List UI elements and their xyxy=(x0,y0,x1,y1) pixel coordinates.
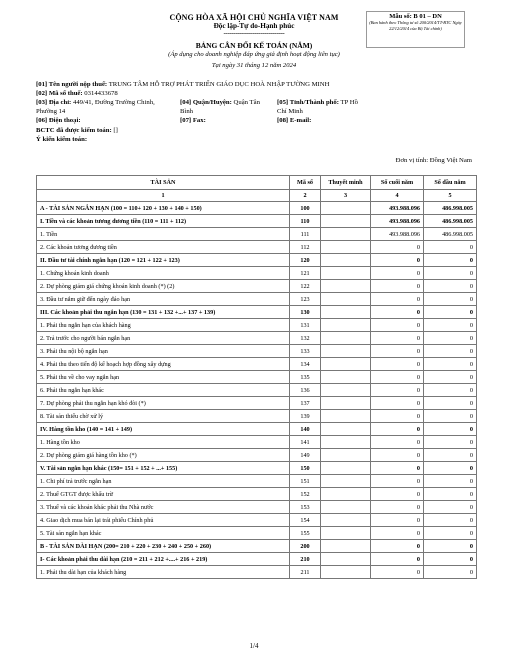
district-value: Quận Tân xyxy=(233,99,260,106)
col-header-asset: TÀI SẢN xyxy=(37,176,290,190)
table-row xyxy=(37,501,477,514)
table-row xyxy=(37,345,477,358)
row-note xyxy=(321,241,371,254)
balance-sheet-table xyxy=(36,175,477,579)
row-name: 3. Đầu tư nắm giữ đến ngày đáo hạn xyxy=(37,293,290,306)
table-row xyxy=(37,566,477,579)
motto: Độc lập-Tự do-Hạnh phúc xyxy=(213,22,295,30)
table-row xyxy=(37,267,477,280)
row-code: 110 xyxy=(290,215,321,228)
row-note xyxy=(321,475,371,488)
row-start-value: 0 xyxy=(424,267,477,280)
email-label: [08] E-mail: xyxy=(277,117,312,124)
row-start-value: 0 xyxy=(424,319,477,332)
row-start-value: 0 xyxy=(424,449,477,462)
row-note xyxy=(321,514,371,527)
row-code: 100 xyxy=(290,202,321,215)
row-start-value: 0 xyxy=(424,423,477,436)
row-start-value: 0 xyxy=(424,436,477,449)
row-end-value: 0 xyxy=(371,384,424,397)
row-name: 2. Thuế GTGT được khấu trừ xyxy=(37,488,290,501)
table-row xyxy=(37,228,477,241)
row-code: 120 xyxy=(290,254,321,267)
row-start-value: 0 xyxy=(424,358,477,371)
taxpayer-name: TRUNG TÂM HỖ TRỢ PHÁT TRIỂN GIÁO DỤC HOÀ NHẬP TƯỜNG MINH xyxy=(108,81,330,88)
table-header-row xyxy=(37,176,477,190)
row-end-value: 0 xyxy=(371,332,424,345)
form-note: (Ban hành theo Thông tư số 200/2014/TT-BTC Ngày 22/12/2014 của Bộ Tài chính) xyxy=(369,20,462,32)
row-start-value: 0 xyxy=(424,293,477,306)
address-line xyxy=(36,99,155,108)
row-name: 1. Chứng khoán kinh doanh xyxy=(37,267,290,280)
table-row xyxy=(37,449,477,462)
row-note xyxy=(321,462,371,475)
row-name: 1. Phải thu dài hạn của khách hàng xyxy=(37,566,290,579)
row-code: 122 xyxy=(290,280,321,293)
table-row xyxy=(37,319,477,332)
col-number: 2 xyxy=(290,190,321,202)
row-end-value: 0 xyxy=(371,319,424,332)
row-code: 134 xyxy=(290,358,321,371)
row-code: 112 xyxy=(290,241,321,254)
row-code: 149 xyxy=(290,449,321,462)
phone-line xyxy=(36,117,81,126)
row-note xyxy=(321,501,371,514)
row-note xyxy=(321,306,371,319)
row-note xyxy=(321,202,371,215)
row-code: 140 xyxy=(290,423,321,436)
row-note xyxy=(321,488,371,501)
row-start-value: 486.998.005 xyxy=(424,215,477,228)
table-row xyxy=(37,462,477,475)
row-name: 1. Phải thu ngắn hạn của khách hàng xyxy=(37,319,290,332)
row-code: 153 xyxy=(290,501,321,514)
fax-line xyxy=(180,117,206,126)
table-row xyxy=(37,436,477,449)
row-start-value: 0 xyxy=(424,371,477,384)
table-row xyxy=(37,540,477,553)
row-name: 8. Tài sản thiếu chờ xử lý xyxy=(37,410,290,423)
table-row xyxy=(37,553,477,566)
row-start-value: 0 xyxy=(424,332,477,345)
row-code: 130 xyxy=(290,306,321,319)
row-start-value: 0 xyxy=(424,397,477,410)
table-row xyxy=(37,202,477,215)
table-row xyxy=(37,215,477,228)
table-row xyxy=(37,514,477,527)
row-code: 210 xyxy=(290,553,321,566)
document-title: BẢNG CÂN ĐỐI KẾ TOÁN (NĂM) xyxy=(195,41,313,50)
page-indicator: 1/4 xyxy=(249,642,259,650)
row-note xyxy=(321,293,371,306)
col-header-code: Mã số xyxy=(290,176,321,190)
district-line xyxy=(180,99,260,108)
row-start-value: 0 xyxy=(424,384,477,397)
row-end-value: 0 xyxy=(371,553,424,566)
row-name: 1. Chi phí trả trước ngắn hạn xyxy=(37,475,290,488)
province-label: [05] Tỉnh/Thành phố: xyxy=(277,99,339,106)
district-line-2: Bình xyxy=(180,108,194,115)
row-name: 5. Phải thu về cho vay ngắn hạn xyxy=(37,371,290,384)
row-end-value: 0 xyxy=(371,293,424,306)
col-number: 1 xyxy=(37,190,290,202)
row-start-value: 0 xyxy=(424,488,477,501)
audited-label: BCTC đã được kiểm toán: xyxy=(36,127,112,134)
row-note xyxy=(321,228,371,241)
row-name: 4. Phải thu theo tiến độ kế hoạch hợp đồng xây dựng xyxy=(37,358,290,371)
audited-line xyxy=(36,127,118,136)
row-start-value: 0 xyxy=(424,540,477,553)
row-code: 150 xyxy=(290,462,321,475)
taxcode-value: 0314433678 xyxy=(84,90,118,97)
row-code: 200 xyxy=(290,540,321,553)
province-value: TP Hồ xyxy=(340,99,358,106)
taxcode-line xyxy=(36,90,118,99)
row-start-value: 0 xyxy=(424,241,477,254)
row-end-value: 0 xyxy=(371,371,424,384)
row-start-value: 0 xyxy=(424,462,477,475)
table-row xyxy=(37,306,477,319)
row-note xyxy=(321,566,371,579)
document-subtitle: (Áp dụng cho doanh nghiệp đáp ứng giả định hoạt động liên tục) xyxy=(168,51,340,58)
row-end-value: 493.988.096 xyxy=(371,202,424,215)
column-number-row xyxy=(37,190,477,202)
row-note xyxy=(321,267,371,280)
fax-label: [07] Fax: xyxy=(180,117,206,124)
table-row xyxy=(37,280,477,293)
row-start-value: 0 xyxy=(424,475,477,488)
email-line xyxy=(277,117,311,126)
opinion-label: Ý kiến kiểm toán: xyxy=(36,136,88,143)
row-note xyxy=(321,371,371,384)
row-name: 4. Giao dịch mua bán lại trái phiếu Chính phủ xyxy=(37,514,290,527)
table-row xyxy=(37,241,477,254)
republic-heading: CỘNG HÒA XÃ HỘI CHỦ NGHĨA VIỆT NAM xyxy=(169,13,339,22)
taxpayer-label: [01] Tên người nộp thuế: xyxy=(36,81,108,88)
row-note xyxy=(321,449,371,462)
row-code: 211 xyxy=(290,566,321,579)
row-note xyxy=(321,319,371,332)
row-end-value: 0 xyxy=(371,475,424,488)
col-number: 5 xyxy=(424,190,477,202)
table-row xyxy=(37,527,477,540)
col-header-note: Thuyết minh xyxy=(321,176,371,190)
row-code: 131 xyxy=(290,319,321,332)
row-name: 3. Phải thu nội bộ ngắn hạn xyxy=(37,345,290,358)
row-name: V. Tài sản ngắn hạn khác (150= 151 + 152 + ...+ 155) xyxy=(37,462,290,475)
row-name: I- Các khoản phải thu dài hạn (210 = 211 + 212 +....+ 216 + 219) xyxy=(37,553,290,566)
col-number: 4 xyxy=(371,190,424,202)
row-note xyxy=(321,345,371,358)
table-row xyxy=(37,293,477,306)
row-end-value: 0 xyxy=(371,540,424,553)
table-row xyxy=(37,371,477,384)
row-code: 111 xyxy=(290,228,321,241)
row-end-value: 0 xyxy=(371,280,424,293)
table-row xyxy=(37,475,477,488)
row-code: 123 xyxy=(290,293,321,306)
table-row xyxy=(37,397,477,410)
row-name: 2. Trả trước cho người bán ngắn hạn xyxy=(37,332,290,345)
row-code: 136 xyxy=(290,384,321,397)
row-end-value: 0 xyxy=(371,449,424,462)
province-line-2: Chí Minh xyxy=(277,108,303,115)
row-code: 154 xyxy=(290,514,321,527)
row-name: 6. Phải thu ngắn hạn khác xyxy=(37,384,290,397)
taxcode-label: [02] Mã số thuế: xyxy=(36,90,83,97)
row-code: 152 xyxy=(290,488,321,501)
row-note xyxy=(321,397,371,410)
row-start-value: 0 xyxy=(424,345,477,358)
address-label: [03] Địa chỉ: xyxy=(36,99,72,106)
row-start-value: 486.998.005 xyxy=(424,228,477,241)
row-code: 151 xyxy=(290,475,321,488)
row-end-value: 0 xyxy=(371,397,424,410)
header-divider: ------------------------------ xyxy=(223,29,285,37)
row-code: 139 xyxy=(290,410,321,423)
row-start-value: 0 xyxy=(424,566,477,579)
table-row xyxy=(37,384,477,397)
row-code: 137 xyxy=(290,397,321,410)
row-end-value: 0 xyxy=(371,488,424,501)
row-note xyxy=(321,384,371,397)
district-label: [04] Quận/Huyện: xyxy=(180,99,232,106)
form-code: Mẫu số: B 01 – DN xyxy=(389,13,442,20)
row-start-value: 0 xyxy=(424,410,477,423)
row-code: 132 xyxy=(290,332,321,345)
row-note xyxy=(321,423,371,436)
row-end-value: 493.988.096 xyxy=(371,215,424,228)
row-note xyxy=(321,527,371,540)
row-note xyxy=(321,215,371,228)
row-code: 141 xyxy=(290,436,321,449)
province-line xyxy=(277,99,358,108)
row-name: 1. Tiền xyxy=(37,228,290,241)
row-note xyxy=(321,358,371,371)
row-end-value: 0 xyxy=(371,462,424,475)
form-code-box xyxy=(366,11,465,48)
row-code: 135 xyxy=(290,371,321,384)
currency-unit: Đơn vị tính: Đồng Việt Nam xyxy=(395,157,472,164)
row-start-value: 0 xyxy=(424,254,477,267)
report-date: Tại ngày 31 tháng 12 năm 2024 xyxy=(211,62,297,69)
row-code: 133 xyxy=(290,345,321,358)
row-code: 121 xyxy=(290,267,321,280)
row-name: 5. Tài sản ngắn hạn khác xyxy=(37,527,290,540)
table-row xyxy=(37,488,477,501)
row-end-value: 0 xyxy=(371,241,424,254)
table-row xyxy=(37,423,477,436)
phone-label: [06] Điện thoại: xyxy=(36,117,81,124)
row-name: IV. Hàng tồn kho (140 = 141 + 149) xyxy=(37,423,290,436)
row-end-value: 0 xyxy=(371,436,424,449)
col-header-end: Số cuối năm xyxy=(371,176,424,190)
row-note xyxy=(321,436,371,449)
table-row xyxy=(37,332,477,345)
row-name: II. Đầu tư tài chính ngắn hạn (120 = 121 + 122 + 123) xyxy=(37,254,290,267)
row-note xyxy=(321,540,371,553)
row-name: 3. Thuế và các khoản khác phải thu Nhà nước xyxy=(37,501,290,514)
row-end-value: 0 xyxy=(371,514,424,527)
row-end-value: 0 xyxy=(371,345,424,358)
table-row xyxy=(37,358,477,371)
row-name: A - TÀI SẢN NGẮN HẠN (100 = 110+ 120 + 130 + 140 + 150) xyxy=(37,202,290,215)
row-end-value: 0 xyxy=(371,423,424,436)
row-code: 155 xyxy=(290,527,321,540)
row-start-value: 0 xyxy=(424,514,477,527)
row-end-value: 0 xyxy=(371,358,424,371)
row-start-value: 0 xyxy=(424,501,477,514)
row-end-value: 0 xyxy=(371,527,424,540)
audited-value: [] xyxy=(113,127,118,134)
row-start-value: 0 xyxy=(424,527,477,540)
taxpayer-line xyxy=(36,81,329,90)
row-start-value: 486.998.005 xyxy=(424,202,477,215)
row-note xyxy=(321,254,371,267)
col-number: 3 xyxy=(321,190,371,202)
row-name: 1. Hàng tồn kho xyxy=(37,436,290,449)
row-note xyxy=(321,553,371,566)
row-name: B - TÀI SẢN DÀI HẠN (200= 210 + 220 + 230 + 240 + 250 + 260) xyxy=(37,540,290,553)
row-name: 2. Các khoản tương đương tiền xyxy=(37,241,290,254)
row-name: 2. Dự phòng giảm giá hàng tồn kho (*) xyxy=(37,449,290,462)
row-end-value: 0 xyxy=(371,566,424,579)
row-note xyxy=(321,280,371,293)
row-end-value: 0 xyxy=(371,306,424,319)
row-end-value: 0 xyxy=(371,410,424,423)
row-name: 7. Dự phòng phải thu ngắn hạn khó đòi (*) xyxy=(37,397,290,410)
row-end-value: 493.988.096 xyxy=(371,228,424,241)
table-row xyxy=(37,410,477,423)
row-note xyxy=(321,332,371,345)
opinion-line xyxy=(36,136,87,145)
row-name: 2. Dự phòng giảm giá chứng khoán kinh doanh (*) (2) xyxy=(37,280,290,293)
table-row xyxy=(37,254,477,267)
row-start-value: 0 xyxy=(424,280,477,293)
address-value: 449/41, Đường Trường Chinh, xyxy=(72,99,155,106)
row-name: I. Tiền và các khoản tương đương tiền (110 = 111 + 112) xyxy=(37,215,290,228)
row-end-value: 0 xyxy=(371,501,424,514)
address-line-2: Phường 14 xyxy=(36,108,66,115)
row-start-value: 0 xyxy=(424,306,477,319)
row-start-value: 0 xyxy=(424,553,477,566)
row-note xyxy=(321,410,371,423)
row-end-value: 0 xyxy=(371,254,424,267)
col-header-start: Số đầu năm xyxy=(424,176,477,190)
row-name: III. Các khoản phải thu ngắn hạn (130 = 131 + 132 +...+ 137 + 139) xyxy=(37,306,290,319)
row-end-value: 0 xyxy=(371,267,424,280)
